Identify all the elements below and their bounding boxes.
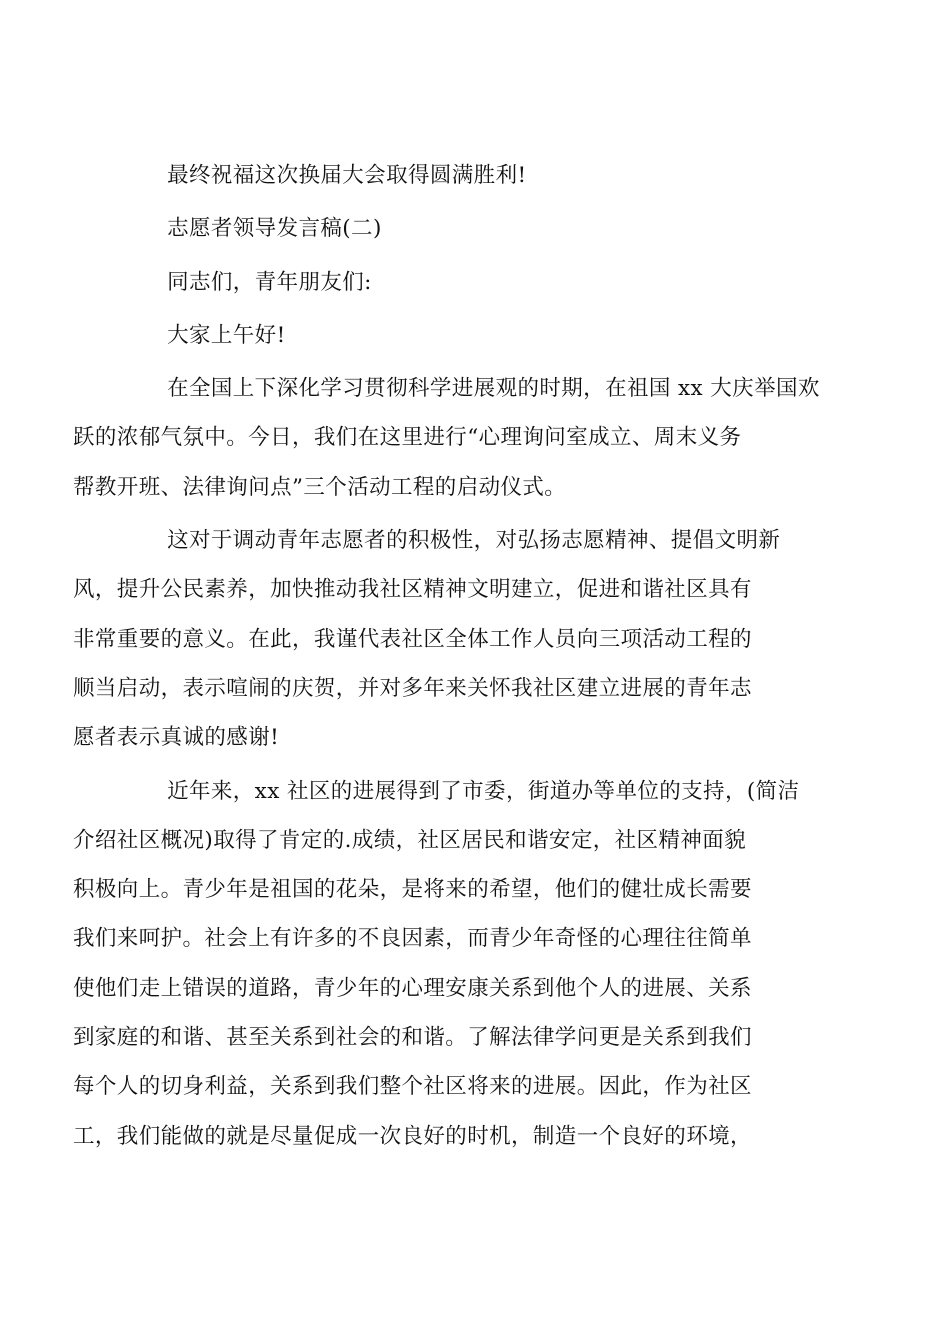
text-line: 跃的浓郁气氛中。今日，我们在这里进行“心理询问室成立、周末义务 <box>73 425 742 451</box>
document-page <box>73 151 833 1161</box>
text-line: 工，我们能做的就是尽量促成一次良好的时机，制造一个良好的环境， <box>73 1123 752 1149</box>
text-line: 近年来，xx 社区的进展得到了市委，街道办等单位的支持，(简洁 <box>167 778 800 804</box>
text-line: 同志们，青年朋友们: <box>167 269 372 295</box>
text-line: 大家上午好! <box>167 322 286 348</box>
closing-wish <box>123 151 833 200</box>
text-line: 志愿者领导发言稿(二) <box>167 216 382 242</box>
text-line: 使他们走上错误的道路，青少年的心理安康关系到他个人的进展、关系 <box>73 975 752 1001</box>
text-line: 风，提升公民素养，加快推动我社区精神文明建立，促进和谐社区具有 <box>73 577 752 603</box>
text-line: 最终祝福这次换届大会取得圆满胜利! <box>167 163 527 188</box>
text-line: 积极向上。青少年是祖国的花朵，是将来的希望，他们的健壮成长需要 <box>73 877 752 903</box>
paragraph-significance <box>73 516 833 762</box>
greeting <box>123 311 833 360</box>
paragraph-community <box>73 767 833 1161</box>
text-line: 帮教开班、法律询问点”三个活动工程的启动仪式。 <box>73 474 567 500</box>
text-line: 介绍社区概况)取得了肯定的.成绩，社区居民和谐安定，社区精神面貌 <box>73 827 747 853</box>
text-line: 非常重要的意义。在此，我谨代表社区全体工作人员向三项活动工程的 <box>73 626 752 652</box>
text-line: 愿者表示真诚的感谢! <box>73 725 280 751</box>
text-line: 我们来呵护。社会上有许多的不良因素，而青少年奇怪的心理往往简单 <box>73 926 752 952</box>
text-line: 到家庭的和谐、甚至关系到社会的和谐。了解法律学问更是关系到我们 <box>73 1025 752 1051</box>
paragraph-intro <box>73 364 833 512</box>
text-line: 每个人的切身利益，关系到我们整个社区将来的进展。因此，作为社区 <box>73 1074 752 1100</box>
text-line: 在全国上下深化学习贯彻科学进展观的时期，在祖国 xx 大庆举国欢 <box>167 376 820 402</box>
text-line: 这对于调动青年志愿者的积极性，对弘扬志愿精神、提倡文明新 <box>167 528 781 554</box>
salutation <box>123 258 833 307</box>
speech-title <box>123 204 833 253</box>
text-line: 顺当启动，表示喧闹的庆贺，并对多年来关怀我社区建立进展的青年志 <box>73 675 752 701</box>
